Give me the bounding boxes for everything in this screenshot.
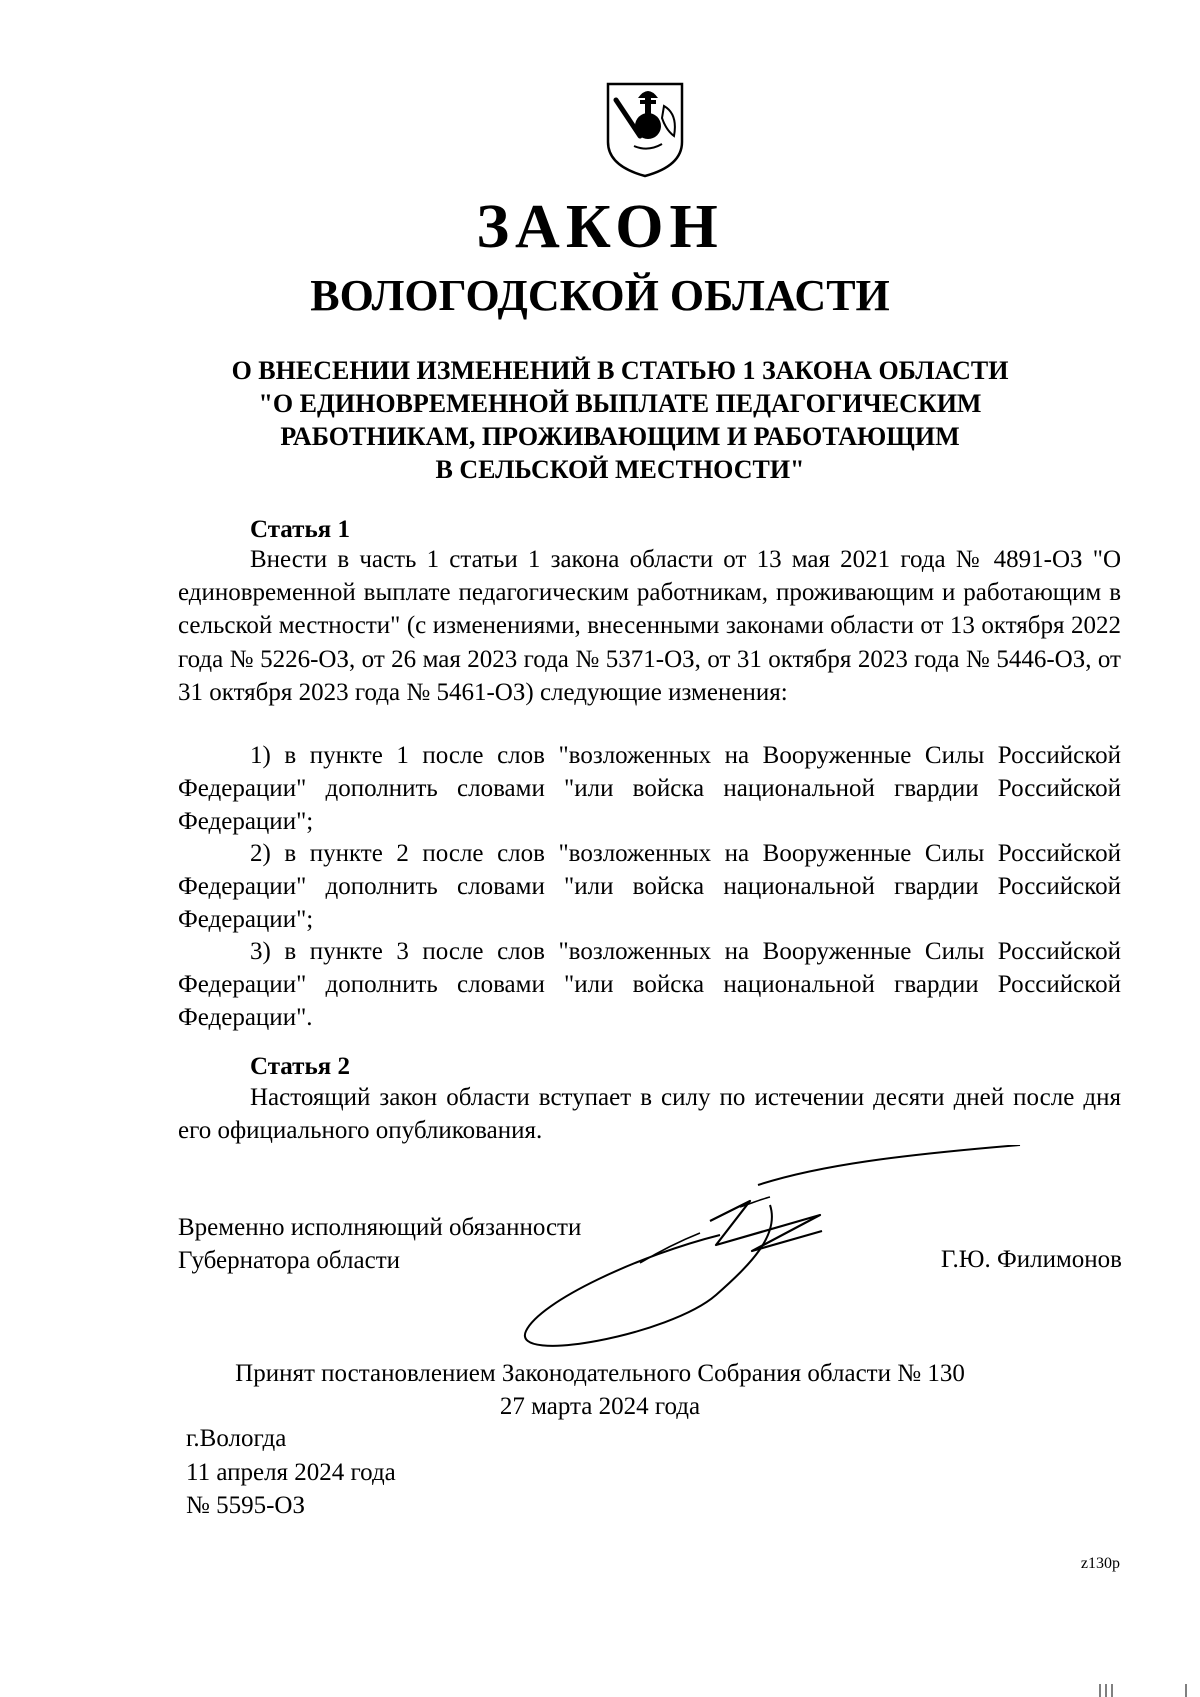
place: г.Вологда: [186, 1425, 287, 1452]
adoption-line: Принят постановлением Законодательного Собрания области № 130: [235, 1360, 965, 1387]
date: 11 апреля 2024 года: [186, 1458, 396, 1486]
article-1-item: 3) в пункте 3 после слов "возложенных на Вооруженные Силы Российской Федерации" дополнить словами "или войска национальной гвардии Российской Федерации".: [178, 938, 1121, 1032]
adoption-note: [0, 1357, 1200, 1423]
article-1-heading: Статья 1: [250, 516, 350, 543]
subject-line: РАБОТНИКАМ, ПРОЖИВАЮЩИМ И РАБОТАЮЩИМ: [280, 422, 960, 451]
place-date-number: [186, 1422, 396, 1523]
scan-marks: [1070, 1680, 1200, 1697]
document-code: z130p: [1080, 1555, 1120, 1572]
article-2-heading: Статья 2: [250, 1053, 350, 1080]
subject-line: В СЕЛЬСКОЙ МЕСТНОСТИ": [435, 455, 805, 484]
article-1-item: 1) в пункте 1 после слов "возложенных на Вооруженные Силы Российской Федерации" дополнить словами "или войска национальной гвардии Российской Федерации";: [178, 742, 1121, 836]
article-1-item: 2) в пункте 2 после слов "возложенных на Вооруженные Силы Российской Федерации" дополнить словами "или войска национальной гвардии Российской Федерации";: [178, 840, 1121, 934]
article-2-text: Настоящий закон области вступает в силу по истечении десяти дней после дня его официального опубликования.: [178, 1084, 1121, 1145]
signer-title-line: Губернатора области: [178, 1247, 400, 1274]
adoption-line: 27 марта 2024 года: [499, 1393, 701, 1420]
document-region: ВОЛОГОДСКОЙ ОБЛАСТИ: [310, 271, 890, 320]
subject-line: "О ЕДИНОВРЕМЕННОЙ ВЫПЛАТЕ ПЕДАГОГИЧЕСКИМ: [258, 389, 982, 418]
signer-title: [178, 1211, 581, 1277]
subject-line: О ВНЕСЕНИИ ИЗМЕНЕНИЙ В СТАТЬЮ 1 ЗАКОНА ОБЛАСТИ: [231, 356, 1009, 385]
document-subject: [160, 354, 1080, 486]
signer-name: Г.Ю. Филимонов: [940, 1246, 1122, 1273]
document-title: ЗАКОН: [476, 193, 724, 261]
signer-title-line: Временно исполняющий обязанности: [178, 1214, 582, 1241]
coat-of-arms-icon: [604, 80, 686, 180]
article-1-intro: Внести в часть 1 статьи 1 закона области от 13 мая 2021 года № 4891-ОЗ "О единовременной выплате педагогическим работникам, проживающим и работающим в сельской местности" (с изменениями, внесенными законами области от 13 октября 2022 года № 5226-ОЗ, от 26 мая 2023 года № 5371-ОЗ, от 31 октября 2023 года № 5446-ОЗ, от 31 октября 2023 года № 5461-ОЗ) следующие изменения:: [178, 546, 1121, 706]
law-number: № 5595-ОЗ: [186, 1492, 306, 1519]
